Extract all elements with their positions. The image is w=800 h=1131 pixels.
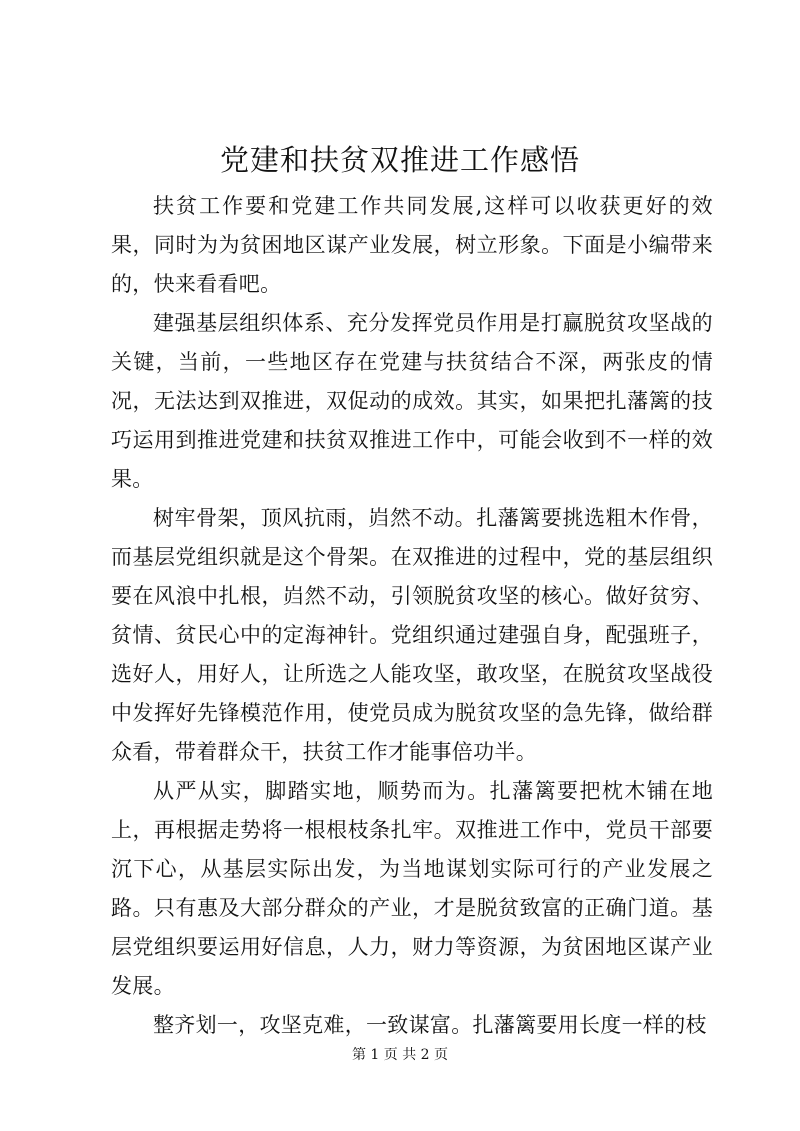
paragraph: 树牢骨架，顶风抗雨，岿然不动。扎藩篱要挑选粗木作骨，而基层党组织就是这个骨架。在双推进的过程中，党的基层组织要在风浪中扎根，岿然不动，引领脱贫攻坚的核心。做好贫穷、贫情、贫民心中的定海神针。党组织通过建强自身，配强班子，选好人，用好人，让所选之人能攻坚，敢攻坚，在脱贫攻坚战役中发挥好先锋模范作用，使党员成为脱贫攻坚的急先锋，做给群众看，带着群众干，扶贫工作才能事倍功半。 — [111, 506, 713, 764]
paragraph: 建强基层组织体系、充分发挥党员作用是打赢脱贫攻坚战的关键，当前，一些地区存在党建与扶贫结合不深，两张皮的情况，无法达到双推进，双促动的成效。其实，如果把扎藩篱的技巧运用到推进党建和扶贫双推进工作中，可能会收到不一样的效果。 — [111, 311, 713, 491]
paragraph: 整齐划一，攻坚克难，一致谋富。扎藩篱要用长度一样的枝 — [153, 1013, 707, 1037]
document-body — [111, 187, 713, 1045]
document-title: 党建和扶贫双推进工作感悟 — [219, 143, 580, 177]
page-number-footer: 第 1 页 共 2 页 — [351, 1047, 449, 1063]
paragraph: 从严从实，脚踏实地，顺势而为。扎藩篱要把枕木铺在地上，再根据走势将一根根枝条扎牢。双推进工作中，党员干部要沉下心，从基层实际出发，为当地谋划实际可行的产业发展之路。只有惠及大部分群众的产业，才是脱贫致富的正确门道。基层党组织要运用好信息，人力，财力等资源，为贫困地区谋产业发展。 — [111, 779, 713, 998]
paragraph: 扶贫工作要和党建工作共同发展,这样可以收获更好的效果，同时为为贫困地区谋产业发展，树立形象。下面是小编带来的，快来看看吧。 — [111, 194, 713, 296]
